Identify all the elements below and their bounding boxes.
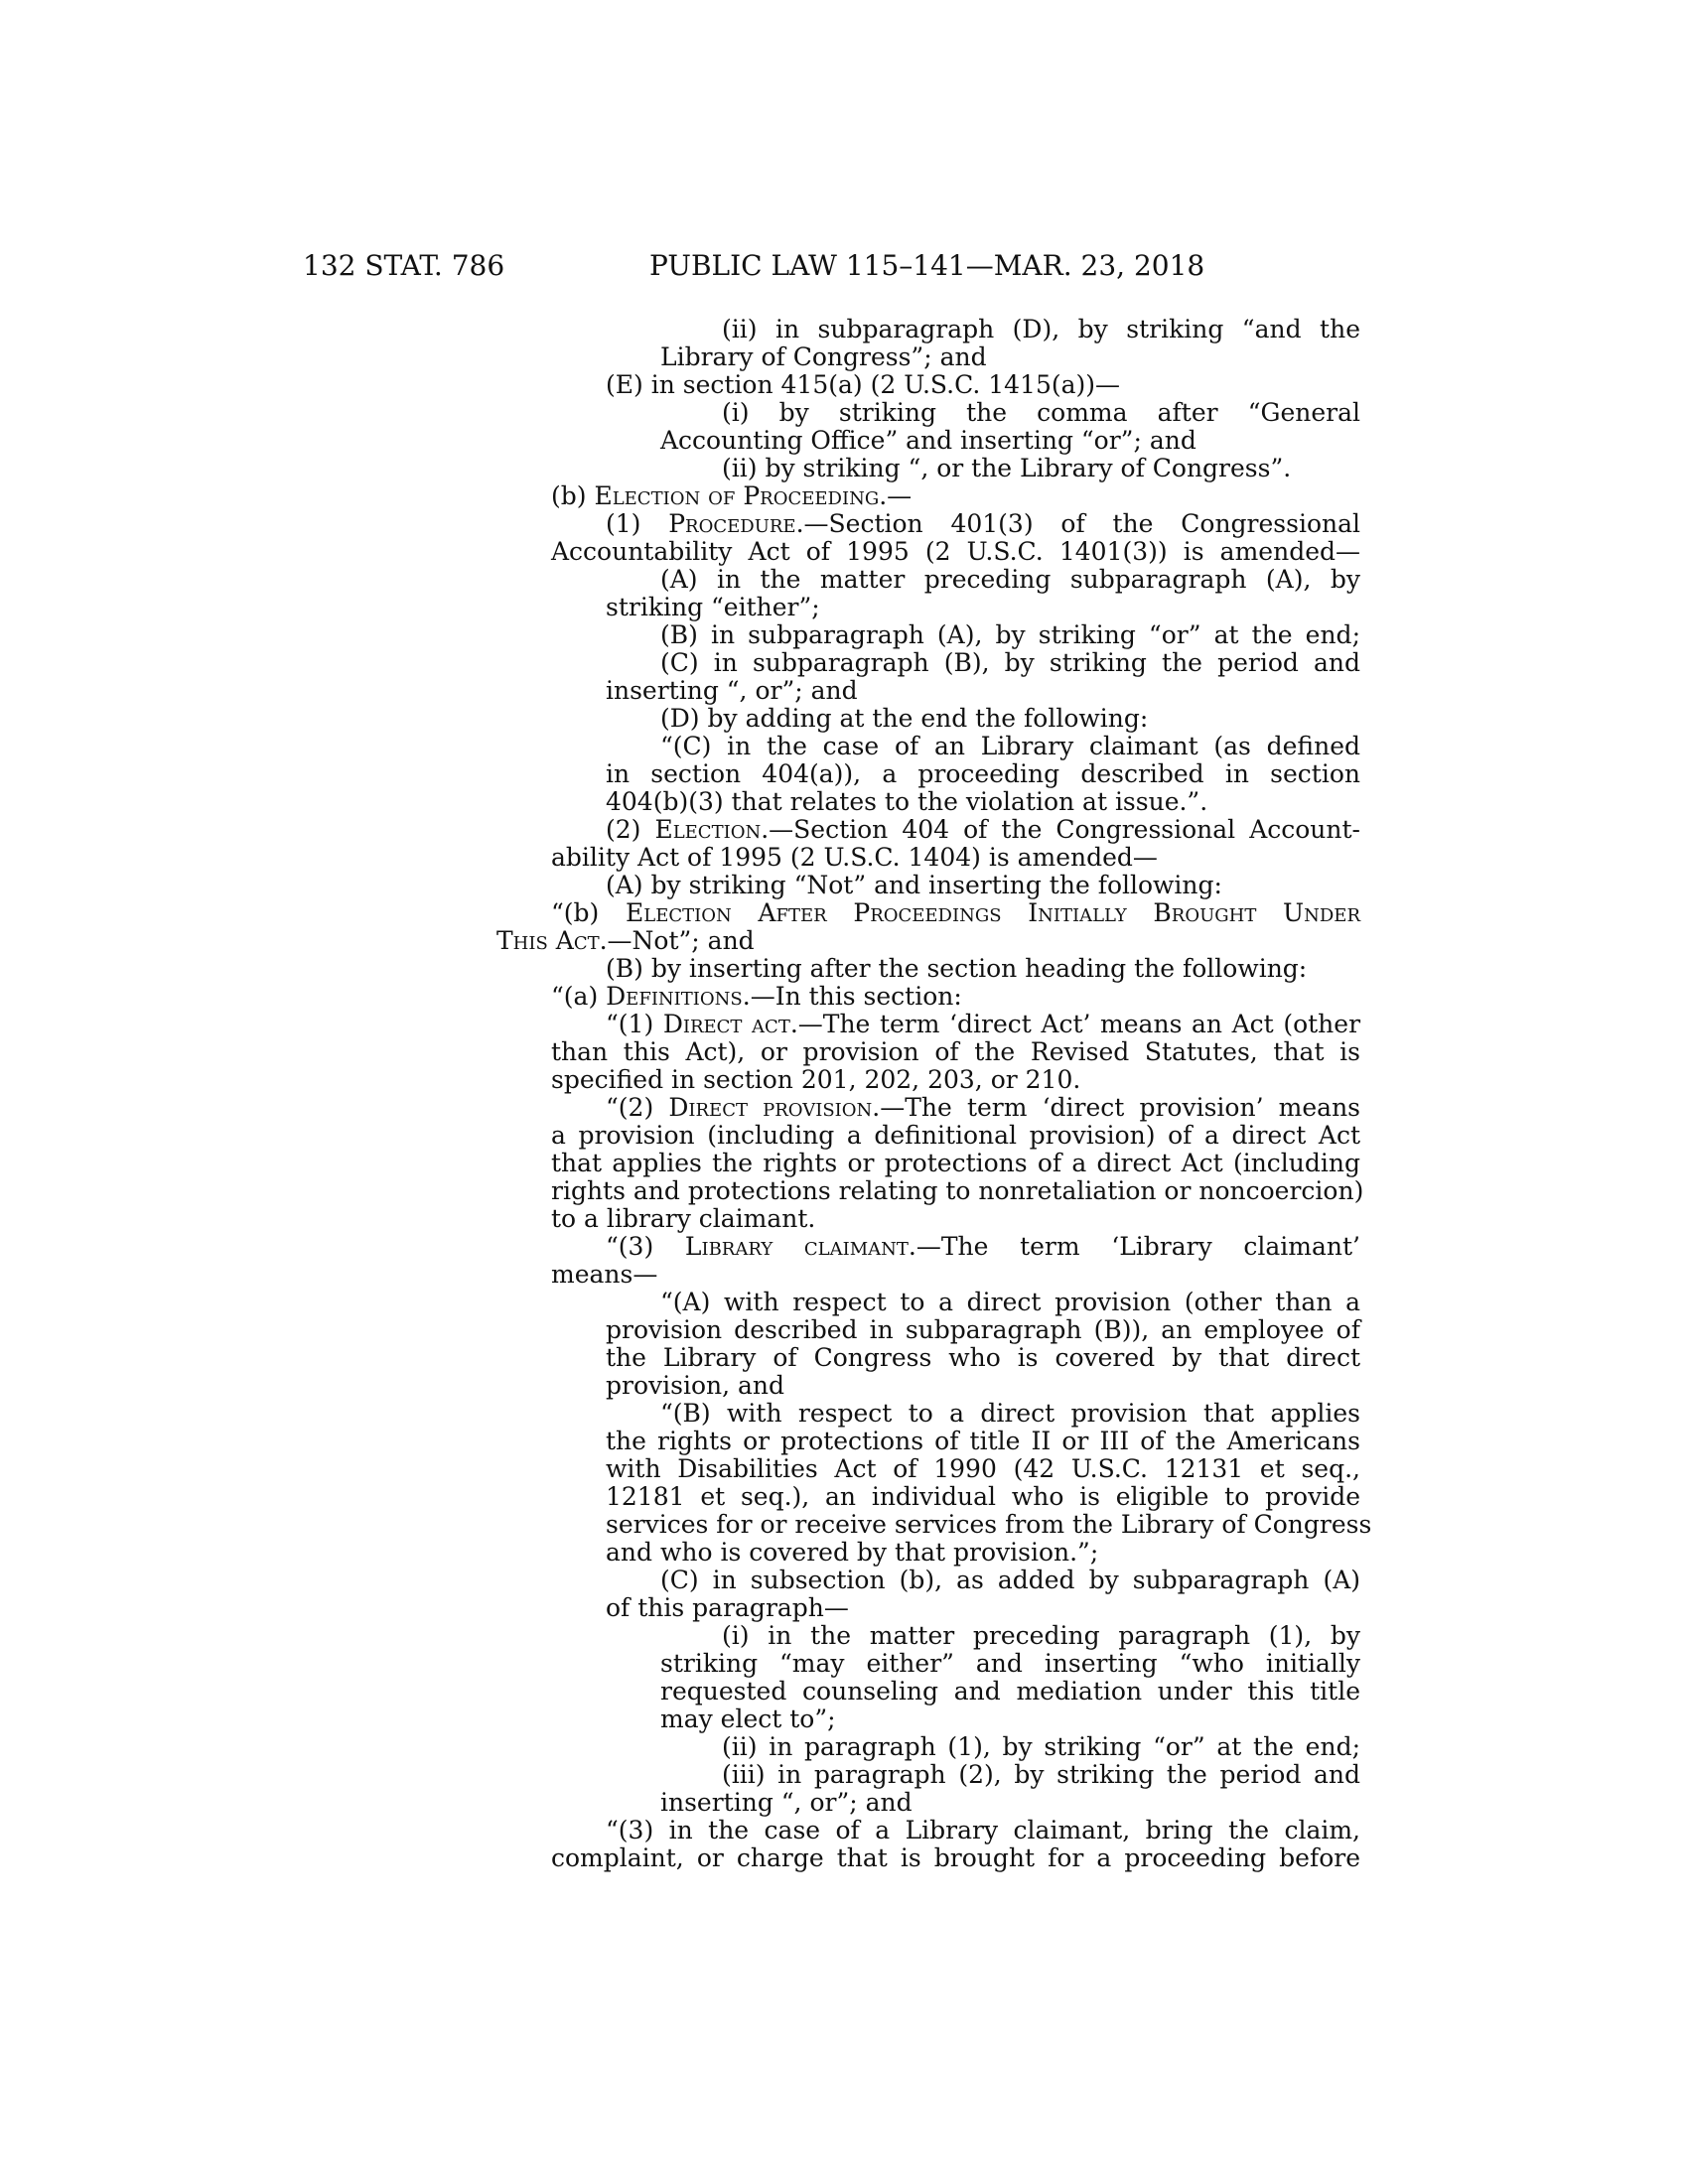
text-line: inserting “, or”; and xyxy=(606,676,858,705)
text-line: the rights or protections of title II or III of the Americans xyxy=(606,1427,1360,1455)
text-line: (iii) in paragraph (2), by striking the period and xyxy=(722,1760,1360,1789)
definition-heading: “(1) Direct act.—The term ‘direct Act’ means an Act (other xyxy=(606,1010,1361,1038)
quoted-heading: This Act.—Not”; and xyxy=(496,926,755,955)
text-line: (ii) in subparagraph (D), by striking “and the xyxy=(722,315,1360,343)
text-line: “(3) in the case of a Library claimant, bring the claim, xyxy=(606,1816,1360,1844)
text-line: (C) in subsection (b), as added by subparagraph (A) xyxy=(660,1566,1360,1594)
text-line: specified in section 201, 202, 203, or 210. xyxy=(551,1065,1081,1094)
page-stat-citation: 132 STAT. 786 xyxy=(303,249,505,282)
paragraph-heading: (1) Procedure.—Section 401(3) of the Congressional xyxy=(606,509,1360,538)
text-line: complaint, or charge that is brought for a proceeding before xyxy=(551,1843,1360,1872)
text-line: (A) by striking “Not” and inserting the following: xyxy=(606,871,1222,899)
text-line: (D) by adding at the end the following: xyxy=(660,704,1149,733)
text-line: to a library claimant. xyxy=(551,1204,816,1233)
text-line: (i) in the matter preceding paragraph (1), by xyxy=(722,1621,1360,1650)
subsection-heading: (b) Election of Proceeding.— xyxy=(551,481,913,510)
text-line: requested counseling and mediation under this title xyxy=(660,1677,1360,1706)
text-line: that applies the rights or protections of a direct Act (including xyxy=(551,1149,1360,1177)
text-line: provision, and xyxy=(606,1371,785,1400)
text-line: (ii) by striking “, or the Library of Congress”. xyxy=(722,454,1292,482)
text-line: (ii) in paragraph (1), by striking “or” at the end; xyxy=(722,1732,1360,1761)
text-line: rights and protections relating to nonretaliation or noncoercion) xyxy=(551,1176,1364,1205)
text-line: (C) in subparagraph (B), by striking the period and xyxy=(660,648,1360,677)
text-line: “(B) with respect to a direct provision that applies xyxy=(660,1399,1360,1428)
definition-heading: “(2) Direct provision.—The term ‘direct provision’ means xyxy=(606,1093,1361,1122)
definition-heading: “(3) Library claimant.—The term ‘Library claimant’ xyxy=(606,1232,1360,1261)
text-line: services for or receive services from the Library of Congress xyxy=(606,1510,1372,1539)
text-line: 12181 et seq.), an individual who is eligible to provide xyxy=(606,1482,1360,1511)
text-line: Accountability Act of 1995 (2 U.S.C. 1401(3)) is amended— xyxy=(551,537,1360,566)
text-line: Accounting Office” and inserting “or”; and xyxy=(660,426,1196,455)
text-line: ability Act of 1995 (2 U.S.C. 1404) is amended— xyxy=(551,843,1158,872)
quoted-heading: “(a) Definitions.—In this section: xyxy=(551,982,962,1011)
text-line: (A) in the matter preceding subparagraph (A), by xyxy=(660,565,1360,594)
text-line: provision described in subparagraph (B)), an employee of xyxy=(606,1315,1360,1344)
text-line: and who is covered by that provision.”; xyxy=(606,1538,1099,1567)
paragraph-heading: (2) Election.—Section 404 of the Congressional Account- xyxy=(606,815,1361,844)
text-line: than this Act), or provision of the Revised Statutes, that is xyxy=(551,1037,1360,1066)
quoted-heading: “(b) Election After Proceedings Initially Brought Under xyxy=(551,898,1361,927)
text-line: in section 404(a)), a proceeding described in section xyxy=(606,759,1360,788)
text-line: (i) by striking the comma after “General xyxy=(722,398,1360,427)
text-line: “(A) with respect to a direct provision (other than a xyxy=(660,1288,1360,1316)
text-line: means— xyxy=(551,1260,658,1289)
text-line: striking “either”; xyxy=(606,593,820,621)
text-line: striking “may either” and inserting “who initially xyxy=(660,1649,1360,1678)
text-line: (B) by inserting after the section heading the following: xyxy=(606,954,1308,983)
text-line: the Library of Congress who is covered by that direct xyxy=(606,1343,1360,1372)
text-line: “(C) in the case of an Library claimant (as defined xyxy=(660,732,1360,760)
text-line: a provision (including a definitional provision) of a direct Act xyxy=(551,1121,1360,1150)
text-line: 404(b)(3) that relates to the violation at issue.”. xyxy=(606,787,1208,816)
text-line: (B) in subparagraph (A), by striking “or” at the end; xyxy=(660,620,1360,649)
text-line: with Disabilities Act of 1990 (42 U.S.C. 12131 et seq., xyxy=(606,1454,1360,1483)
text-line: (E) in section 415(a) (2 U.S.C. 1415(a))— xyxy=(606,370,1121,399)
text-line: Library of Congress”; and xyxy=(660,342,987,371)
text-line: may elect to”; xyxy=(660,1705,836,1733)
page-running-title: PUBLIC LAW 115–141—MAR. 23, 2018 xyxy=(649,249,1205,282)
text-line: of this paragraph— xyxy=(606,1593,849,1622)
text-line: inserting “, or”; and xyxy=(660,1788,913,1817)
